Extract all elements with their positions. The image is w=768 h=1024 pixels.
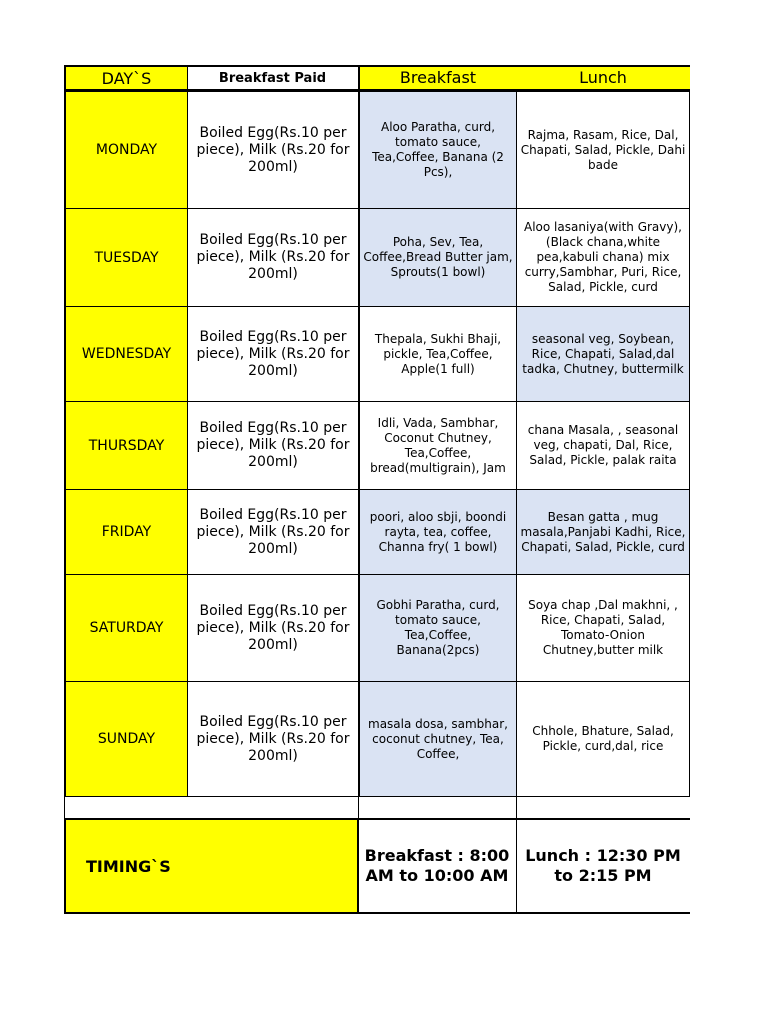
- breakfast-paid-cell: [187, 208, 359, 307]
- breakfast-cell-text: Idli, Vada, Sambhar, Coconut Chutney, Tea,Coffee, bread(multigrain), Jam: [370, 415, 506, 475]
- lunch-cell-text: Rajma, Rasam, Rice, Dal, Chapati, Salad, Pickle, Dahi bade: [520, 127, 686, 172]
- lunch-cell-text: chana Masala, , seasonal veg, chapati, Dal, Rice, Salad, Pickle, palak raita: [527, 423, 679, 467]
- breakfast-cell: [358, 91, 517, 209]
- day-cell: [64, 91, 188, 209]
- lunch-cell-text: Soya chap ,Dal makhni, , Rice, Chapati, Salad, Tomato-Onion Chutney,butter milk: [528, 598, 678, 657]
- lunch-cell-text: seasonal veg, Soybean, Rice, Chapati, Salad,dal tadka, Chutney, buttermilk: [522, 331, 684, 376]
- breakfast-paid-cell-text: Boiled Egg(Rs.10 per piece), Milk (Rs.20 for 200ml): [196, 124, 350, 175]
- day-cell-text: SATURDAY: [89, 620, 164, 636]
- breakfast-paid-cell-text: Boiled Egg(Rs.10 per piece), Milk (Rs.20 for 200ml): [196, 713, 350, 764]
- breakfast-cell: [358, 208, 517, 307]
- lunch-cell: [516, 306, 690, 402]
- timings-label-text: TIMING`S: [86, 856, 171, 876]
- breakfast-cell-text: Poha, Sev, Tea, Coffee,Bread Butter jam, Sprouts(1 bowl): [363, 235, 513, 279]
- breakfast-cell-text: Gobhi Paratha, curd, tomato sauce, Tea,Coffee, Banana(2pcs): [376, 598, 500, 657]
- breakfast-cell-text: masala dosa, sambhar, coconut chutney, Tea, Coffee,: [368, 716, 508, 761]
- lunch-cell: [516, 208, 690, 307]
- lunch-cell: [516, 401, 690, 490]
- day-cell: [64, 401, 188, 490]
- day-cell: [64, 208, 188, 307]
- breakfast-cell: [358, 401, 517, 490]
- timings-lunch-text: Lunch : 12:30 PM to 2:15 PM: [525, 846, 681, 885]
- day-cell: [64, 306, 188, 402]
- header-days: [64, 65, 188, 91]
- lunch-cell: [516, 489, 690, 575]
- lunch-cell: [516, 91, 690, 209]
- breakfast-paid-cell: [187, 401, 359, 490]
- breakfast-cell-text: poori, aloo sbji, boondi rayta, tea, coffee, Channa fry( 1 bowl): [369, 509, 507, 554]
- header-breakfast-label: Breakfast: [399, 68, 477, 87]
- breakfast-paid-cell: [187, 91, 359, 209]
- spacer-row-col3: [358, 796, 516, 818]
- timings-breakfast-text: Breakfast : 8:00 AM to 10:00 AM: [364, 846, 510, 885]
- breakfast-paid-cell: [187, 681, 359, 797]
- breakfast-paid-cell: [187, 489, 359, 575]
- header-lunch-label: Lunch: [579, 68, 627, 87]
- lunch-cell-text: Aloo lasaniya(with Gravy), (Black chana,white pea,kabuli chana) mix curry,Sambhar, Puri, Rice, Salad, Pickle, curd: [524, 220, 682, 294]
- day-cell: [64, 681, 188, 797]
- day-cell-text: FRIDAY: [101, 524, 152, 540]
- breakfast-cell: [358, 681, 517, 797]
- day-cell: [64, 574, 188, 682]
- breakfast-paid-cell-text: Boiled Egg(Rs.10 per piece), Milk (Rs.20 for 200ml): [196, 420, 350, 470]
- spacer-row-col1: [64, 796, 188, 818]
- breakfast-paid-cell-text: Boiled Egg(Rs.10 per piece), Milk (Rs.20 for 200ml): [196, 506, 350, 557]
- breakfast-paid-cell: [187, 306, 359, 402]
- lunch-cell-text: Chhole, Bhature, Salad, Pickle, curd,dal, rice: [532, 724, 674, 753]
- breakfast-paid-cell-text: Boiled Egg(Rs.10 per piece), Milk (Rs.20 for 200ml): [196, 232, 350, 282]
- breakfast-paid-cell: [187, 574, 359, 682]
- timings-label: [64, 818, 359, 914]
- day-cell-text: MONDAY: [95, 142, 158, 158]
- header-breakfast-paid-label: Breakfast Paid: [218, 70, 327, 86]
- header-breakfast-paid: [187, 65, 358, 91]
- header-breakfast: [358, 65, 516, 91]
- timings-breakfast: [358, 818, 517, 914]
- day-cell-text: SUNDAY: [97, 731, 156, 747]
- header-days-label: DAY`S: [101, 68, 152, 88]
- lunch-cell: [516, 681, 690, 797]
- breakfast-cell: [358, 306, 517, 402]
- header-lunch: [516, 65, 690, 91]
- lunch-cell-text: Besan gatta , mug masala,Panjabi Kadhi, Rice, Chapati, Salad, Pickle, curd: [520, 509, 686, 554]
- timings-lunch: [516, 818, 690, 914]
- day-cell-text: TUESDAY: [94, 249, 159, 266]
- day-cell-text: WEDNESDAY: [81, 346, 172, 362]
- spacer-row-col4: [516, 796, 690, 818]
- breakfast-cell-text: Aloo Paratha, curd, tomato sauce, Tea,Coffee, Banana (2 Pcs),: [372, 120, 504, 179]
- breakfast-paid-cell-text: Boiled Egg(Rs.10 per piece), Milk (Rs.20 for 200ml): [196, 602, 350, 653]
- day-cell: [64, 489, 188, 575]
- breakfast-cell: [358, 574, 517, 682]
- day-cell-text: THURSDAY: [88, 437, 165, 454]
- breakfast-cell: [358, 489, 517, 575]
- lunch-cell: [516, 574, 690, 682]
- breakfast-paid-cell-text: Boiled Egg(Rs.10 per piece), Milk (Rs.20 for 200ml): [196, 328, 350, 379]
- breakfast-cell-text: Thepala, Sukhi Bhaji, pickle, Tea,Coffee, Apple(1 full): [374, 331, 502, 376]
